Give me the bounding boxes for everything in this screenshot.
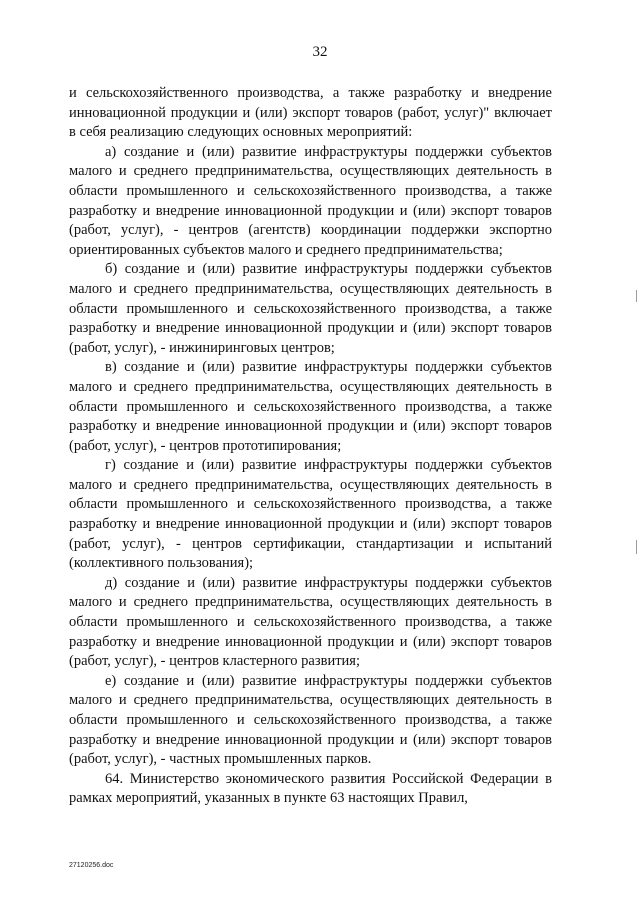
paragraph-item-v: в) создание и (или) развитие инфраструктуры поддержки субъектов малого и среднего предпринимательства, осуществляющих деятельность в области промышленного и сельскохозяйственного производства, а также разработку и внедрение инновационной продукции и (или) экспорт товаров (работ, услуг), - центров прототипирования;	[69, 359, 552, 454]
paragraph-intro-continuation: и сельскохозяйственного производства, а также разработку и внедрение инновационной продукции и (или) экспорт товаров (работ, услуг)" включает в себя реализацию следующих основных мероприятий:	[69, 85, 552, 141]
paragraph-item-e: е) создание и (или) развитие инфраструктуры поддержки субъектов малого и среднего предпринимательства, осуществляющих деятельность в области промышленного и сельскохозяйственного производства, а также разработку и внедрение инновационной продукции и (или) экспорт товаров (работ, услуг), - частных промышленных парков.	[69, 672, 552, 768]
document-body	[69, 84, 552, 809]
page-number: 32	[312, 44, 328, 60]
paragraph-item-d: д) создание и (или) развитие инфраструктуры поддержки субъектов малого и среднего предпринимательства, осуществляющих деятельность в области промышленного и сельскохозяйственного производства, а также разработку и внедрение инновационной продукции и (или) экспорт товаров (работ, услуг), - центров кластерного развития;	[69, 574, 552, 670]
footer-file-code: 27120256.doc	[69, 862, 114, 869]
scan-edge-mark	[636, 540, 637, 554]
paragraph-clause-64: 64. Министерство экономического развития Российской Федерации в рамках мероприятий, указанных в пункте 63 настоящих Правил,	[69, 770, 552, 807]
paragraph-item-g: г) создание и (или) развитие инфраструктуры поддержки субъектов малого и среднего предпринимательства, осуществляющих деятельность в области промышленного и сельскохозяйственного производства, а также разработку и внедрение инновационной продукции и (или) экспорт товаров (работ, услуг), - центров сертификации, стандартизации и испытаний (коллективного пользования);	[69, 457, 552, 572]
paragraph-item-b: б) создание и (или) развитие инфраструктуры поддержки субъектов малого и среднего предпринимательства, осуществляющих деятельность в области промышленного и сельскохозяйственного производства, а также разработку и внедрение инновационной продукции и (или) экспорт товаров (работ, услуг), - инжиниринговых центров;	[69, 261, 552, 356]
scan-edge-mark	[636, 290, 637, 302]
paragraph-item-a: а) создание и (или) развитие инфраструктуры поддержки субъектов малого и среднего предпринимательства, осуществляющих деятельность в области промышленного и сельскохозяйственного производства, а также разработку и внедрение инновационной продукции и (или) экспорт товаров (работ, услуг), - центров (агентств) координации поддержки экспортно ориентированных субъектов малого и среднего предпринимательства;	[69, 143, 552, 258]
